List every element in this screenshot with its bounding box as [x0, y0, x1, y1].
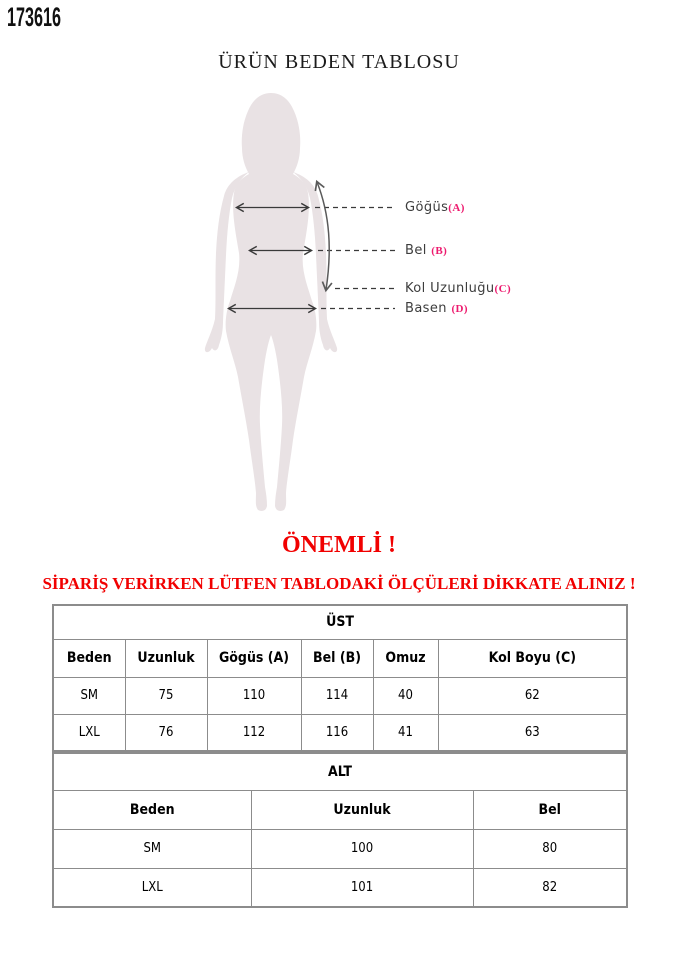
cell: 62 — [438, 677, 627, 714]
size-table-top — [52, 604, 628, 752]
cell: 63 — [438, 714, 627, 751]
page-title: ÜRÜN BEDEN TABLOSU — [218, 51, 460, 73]
table-section-title-bottom: ALT — [53, 753, 627, 790]
table-row — [53, 677, 627, 714]
measure-label-arm-length-text: Kol Uzunluğu — [405, 281, 495, 296]
important-heading: ÖNEMLİ ! — [282, 532, 396, 558]
cell: 82 — [473, 868, 627, 907]
table-row — [53, 829, 627, 868]
cell: LXL — [53, 868, 251, 907]
table-row — [53, 868, 627, 907]
col-header: Beden — [53, 790, 251, 829]
col-header: Uzunluk — [125, 639, 207, 677]
col-header: Bel (B) — [301, 639, 373, 677]
product-code: 173616 — [7, 2, 62, 32]
table-header-row — [53, 790, 627, 829]
col-header: Uzunluk — [251, 790, 473, 829]
table-section-title-top: ÜST — [53, 605, 627, 639]
cell: LXL — [53, 714, 125, 751]
table-header-row — [53, 639, 627, 677]
measure-label-hip — [405, 301, 468, 316]
body-silhouette — [226, 93, 317, 511]
table-row — [53, 714, 627, 751]
cell: 101 — [251, 868, 473, 907]
cell: 114 — [301, 677, 373, 714]
measure-label-waist-text: Bel — [405, 243, 432, 258]
cell: 100 — [251, 829, 473, 868]
cell: 80 — [473, 829, 627, 868]
cell: 41 — [373, 714, 438, 751]
cell: SM — [53, 677, 125, 714]
measure-code-c: (C) — [494, 283, 512, 295]
measure-label-arm-length — [405, 281, 511, 296]
cell: 76 — [125, 714, 207, 751]
col-header: Kol Boyu (C) — [438, 639, 627, 677]
size-table-bottom — [52, 752, 628, 908]
cell: 110 — [207, 677, 301, 714]
measure-code-a: (A) — [448, 202, 465, 214]
col-header: Omuz — [373, 639, 438, 677]
measure-label-chest — [405, 200, 465, 215]
cell: 116 — [301, 714, 373, 751]
measure-code-b: (B) — [431, 245, 448, 257]
col-header: Bel — [473, 790, 627, 829]
col-header: Beden — [53, 639, 125, 677]
col-header: Gögüs (A) — [207, 639, 301, 677]
cell: SM — [53, 829, 251, 868]
measure-label-hip-text: Basen — [405, 301, 452, 316]
measure-code-d: (D) — [451, 303, 468, 315]
measure-label-chest-text: Göğüs — [405, 200, 449, 215]
cell: 112 — [207, 714, 301, 751]
measure-label-waist — [405, 243, 447, 258]
important-note: SİPARİŞ VERİRKEN LÜTFEN TABLODAKİ ÖLÇÜLERİ DİKKATE ALINIZ ! — [42, 574, 636, 593]
cell: 75 — [125, 677, 207, 714]
cell: 40 — [373, 677, 438, 714]
